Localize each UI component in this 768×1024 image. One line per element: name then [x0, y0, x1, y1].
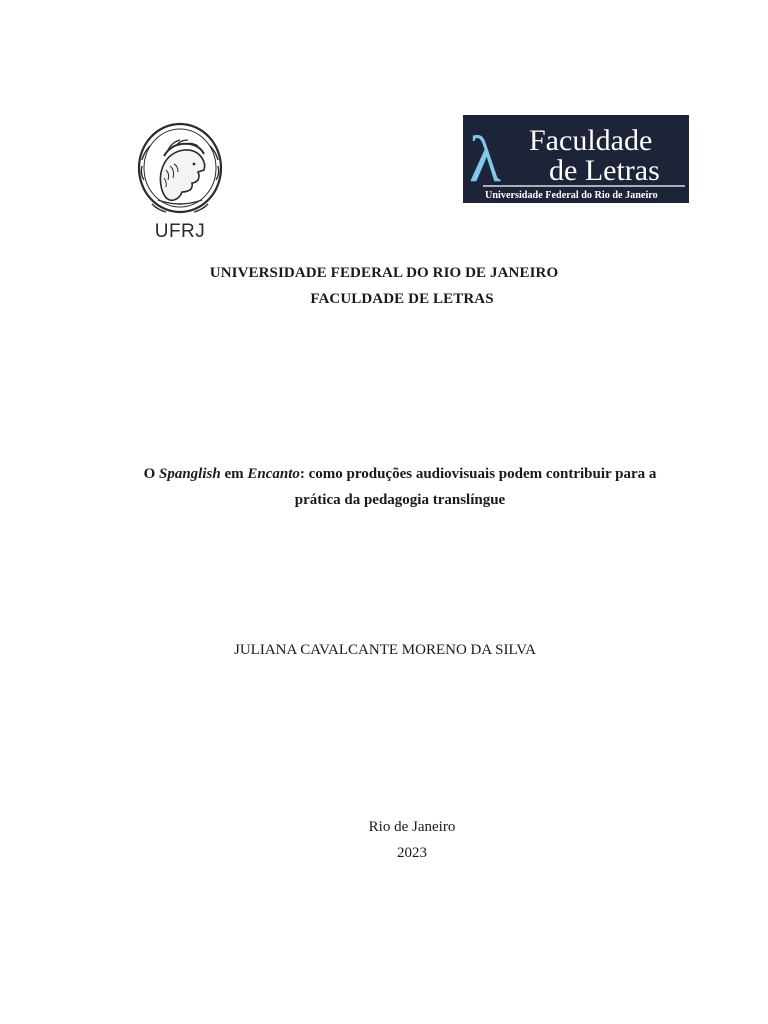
- thesis-title-line-1: [110, 466, 690, 483]
- faculdade-de-letras-logo: [463, 115, 689, 203]
- faculdade-subtitle: Universidade Federal do Rio de Janeiro: [485, 190, 658, 201]
- title-text: O: [143, 466, 159, 482]
- de-letras-label: de Letras: [549, 154, 660, 187]
- title-text: : como produções audiovisuais podem contribuir para a: [299, 466, 657, 482]
- title-work-encanto: Encanto: [247, 466, 300, 482]
- ufrj-seal-icon: [134, 120, 226, 218]
- year: 2023: [397, 845, 427, 861]
- title-term-spanglish: Spanglish: [158, 466, 221, 482]
- faculty-name: FACULDADE DE LETRAS: [310, 291, 494, 307]
- lambda-icon: λ: [469, 123, 502, 196]
- city: Rio de Janeiro: [368, 819, 456, 835]
- ufrj-logo: [134, 120, 230, 246]
- author-name: JULIANA CAVALCANTE MORENO DA SILVA: [234, 642, 536, 658]
- ufrj-label: UFRJ: [154, 221, 206, 242]
- thesis-title-line-2: prática da pedagogia translíngue: [294, 492, 506, 508]
- university-name: UNIVERSIDADE FEDERAL DO RIO DE JANEIRO: [209, 265, 559, 281]
- title-text: em: [220, 466, 248, 482]
- faculdade-label: Faculdade: [529, 124, 653, 157]
